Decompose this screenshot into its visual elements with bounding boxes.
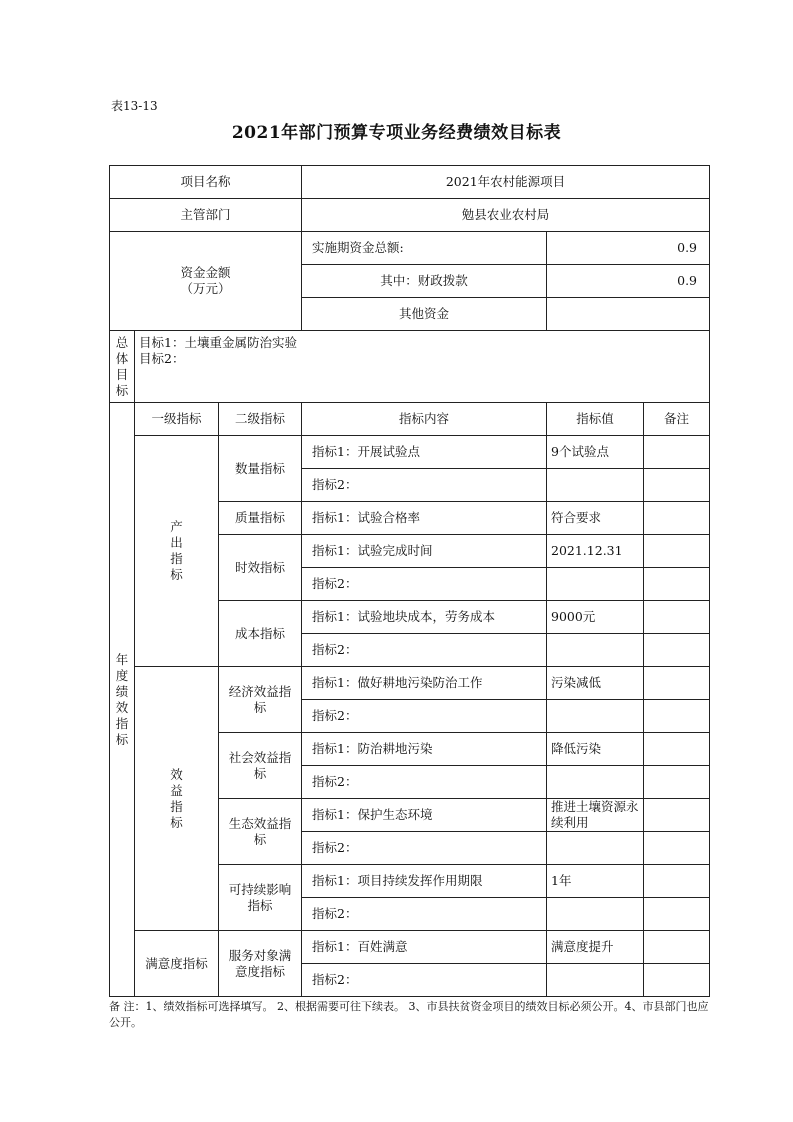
indicator-content: 指标1：防治耕地污染 [302,733,547,766]
page-title: 2021年部门预算专项业务经费绩效目标表 [231,123,562,143]
project-name-value: 2021年农村能源项目 [302,166,710,199]
indicator-content: 指标2： [302,964,547,997]
annual-indicator-label [110,403,135,997]
footnote: 备 注：1、绩效指标可选择填写。 2、根据需要可往下续表。 3、市县扶贫资金项目的绩效目标必须公开。4、市县部门也应公开。 [109,1000,709,1029]
ecological-indicator-label: 生态效益指标 [219,799,302,865]
funds-label: 资金金额 [180,265,231,281]
indicator-remark [644,766,710,799]
indicator-value [547,568,644,601]
table-row [110,199,710,232]
indicator-remark [644,502,710,535]
timeliness-indicator-label: 时效指标 [219,535,302,601]
indicator-value: 9个试验点 [547,436,644,469]
indicator-value [547,964,644,997]
total-funds-value: 0.9 [547,232,710,265]
indicator-content: 指标1：试验地块成本，劳务成本 [302,601,547,634]
overall-goal-cell [135,331,710,403]
indicator-value [547,766,644,799]
header-content: 指标内容 [302,403,547,436]
table-row [110,403,710,436]
social-indicator-label: 社会效益指标 [219,733,302,799]
indicator-content: 指标1：百姓满意 [302,931,547,964]
overall-goal-label [110,331,135,403]
indicator-remark [644,832,710,865]
cost-indicator-label: 成本指标 [219,601,302,667]
indicator-value [547,634,644,667]
benefit-indicator-label [135,667,219,931]
indicator-content: 指标1：试验完成时间 [302,535,547,568]
table-row [110,931,710,964]
indicator-content: 指标1：开展试验点 [302,436,547,469]
indicator-content: 指标2： [302,832,547,865]
table-row [110,667,710,700]
table-row [110,331,710,403]
indicator-value: 推进土壤资源永续利用 [547,799,644,832]
service-satisfaction-label: 服务对象满意度指标 [219,931,302,997]
other-funds-value [547,298,710,331]
indicator-remark [644,436,710,469]
output-indicator-label [135,436,219,667]
indicator-value: 降低污染 [547,733,644,766]
indicator-value [547,832,644,865]
indicator-content: 指标2： [302,898,547,931]
indicator-value: 1年 [547,865,644,898]
header-level1: 一级指标 [135,403,219,436]
sustainable-indicator-label: 可持续影响指标 [219,865,302,931]
funds-label-cell [110,232,302,331]
indicator-remark [644,535,710,568]
indicator-value: 符合要求 [547,502,644,535]
header-remark: 备注 [644,403,710,436]
indicator-value: 满意度提升 [547,931,644,964]
department-value: 勉县农业农村局 [302,199,710,232]
indicator-remark [644,667,710,700]
table-row [110,232,710,265]
header-value: 指标值 [547,403,644,436]
department-label: 主管部门 [110,199,302,232]
indicator-remark [644,865,710,898]
indicator-content: 指标1：保护生态环境 [302,799,547,832]
indicator-content: 指标1：试验合格率 [302,502,547,535]
quality-indicator-label: 质量指标 [219,502,302,535]
quantity-indicator-label: 数量指标 [219,436,302,502]
indicator-remark [644,799,710,832]
table-number: 表13-13 [111,99,158,113]
indicator-remark [644,964,710,997]
indicator-content: 指标2： [302,634,547,667]
indicator-content: 指标2： [302,766,547,799]
table-row [110,166,710,199]
indicator-content: 指标1：做好耕地污染防治工作 [302,667,547,700]
indicator-content: 指标1：项目持续发挥作用期限 [302,865,547,898]
indicator-remark [644,469,710,502]
indicator-remark [644,931,710,964]
economic-indicator-label: 经济效益指标 [219,667,302,733]
indicator-content: 指标2： [302,700,547,733]
overall-goal-1: 目标1：土壤重金属防治实验 [139,335,297,350]
funds-unit: （万元） [180,281,231,296]
fiscal-funds-label: 其中：财政拨款 [302,265,547,298]
total-funds-label: 实施期资金总额: [302,232,547,265]
indicator-value: 9000元 [547,601,644,634]
performance-target-table [109,165,710,997]
indicator-value [547,700,644,733]
satisfaction-indicator-label: 满意度指标 [135,931,219,997]
fiscal-funds-value: 0.9 [547,265,710,298]
indicator-remark [644,634,710,667]
indicator-remark [644,898,710,931]
annual-indicator-label-text: 年度绩效指标 [115,651,129,747]
other-funds-label: 其他资金 [302,298,547,331]
indicator-remark [644,733,710,766]
indicator-value: 2021.12.31 [547,535,644,568]
indicator-content: 指标2： [302,469,547,502]
header-level2: 二级指标 [219,403,302,436]
overall-goal-label-text: 总体目标 [115,334,129,398]
indicator-remark [644,700,710,733]
project-name-label: 项目名称 [110,166,302,199]
table-row [110,436,710,469]
indicator-value: 污染减低 [547,667,644,700]
benefit-indicator-label-text: 效益指标 [170,766,183,830]
indicator-value [547,469,644,502]
indicator-remark [644,568,710,601]
output-indicator-label-text: 产出指标 [170,519,183,582]
indicator-content: 指标2： [302,568,547,601]
overall-goal-2: 目标2： [139,351,185,366]
indicator-remark [644,601,710,634]
indicator-value [547,898,644,931]
